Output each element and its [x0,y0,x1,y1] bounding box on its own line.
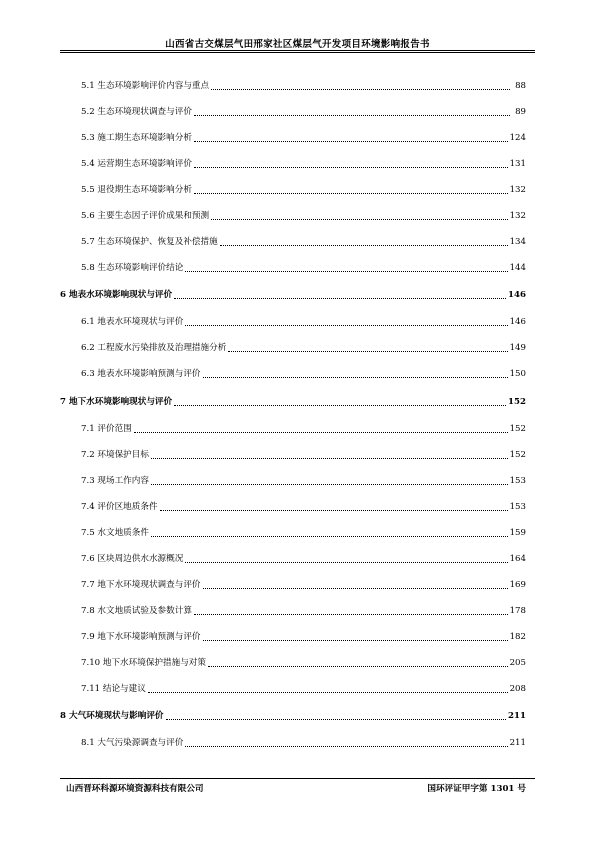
toc-entry[interactable] [60,447,526,461]
toc-entry-title: 6 地表水环境影响现状与评价 [60,290,173,300]
footer-company: 山西晋环科源环境资源科技有限公司 [66,784,204,794]
toc-leader-dots [194,613,508,615]
toc-entry-title: 6.1 地表水环境现状与评价 [81,317,184,327]
toc-leader-dots [134,431,508,433]
toc-entry-title: 7.10 地下水环境保护措施与对策 [81,658,206,668]
toc-entry[interactable] [60,551,526,565]
toc-entry[interactable] [60,314,526,328]
toc-entry[interactable] [60,421,526,435]
toc-entry-page: 152 [509,450,526,460]
toc-entry[interactable] [60,208,526,222]
toc-leader-dots [185,745,507,747]
toc-entry-title: 5.2 生态环境现状调查与评价 [81,107,192,117]
toc-entry-page: 153 [509,476,526,486]
toc-entry-title: 5.7 生态环境保护、恢复及补偿措施 [81,237,218,247]
toc-entry[interactable] [60,104,526,118]
toc-entry[interactable] [60,655,526,669]
toc-entry[interactable] [60,681,526,695]
toc-entry-page: 144 [509,263,526,273]
toc-entry-page: 88 [515,81,526,91]
toc-entry-title: 6.3 地表水环境影响预测与评价 [81,369,201,379]
toc-entry-title: 5.6 主要生态因子评价成果和预测 [81,211,210,221]
toc-entry-title: 7.6 区块周边供水水源概况 [81,554,184,564]
toc-leader-dots [228,350,507,352]
toc-entry[interactable] [60,130,526,144]
toc-entry-page: 169 [509,580,526,590]
toc-leader-dots [151,535,508,537]
toc-entry-title: 5.8 生态环境影响评价结论 [81,263,184,273]
toc-leader-dots [203,587,508,589]
toc-entry-page: 89 [515,107,526,117]
toc-entry[interactable] [60,629,526,643]
toc-entry-page: 153 [509,502,526,512]
toc-leader-dots [174,404,506,406]
toc-leader-dots [194,166,508,168]
toc-entry-page: 146 [509,317,526,327]
toc-entry-title: 7.8 水文地质试验及参数计算 [81,606,192,616]
toc-entry-title: 8.1 大气污染源调查与评价 [81,738,184,748]
toc-entry-page: 146 [508,290,526,300]
toc-entry-title: 7 地下水环境影响现状与评价 [60,397,173,407]
toc-entry-page: 124 [509,133,526,143]
toc-entry[interactable] [60,260,526,274]
toc-entry[interactable] [60,708,526,722]
toc-entry-page: 164 [509,554,526,564]
toc-entry-page: 205 [509,658,526,668]
toc-entry-page: 178 [509,606,526,616]
toc-entry-page: 211 [508,711,526,721]
toc-entry-page: 159 [509,528,526,538]
toc-entry[interactable] [60,577,526,591]
toc-entry-title: 7.9 地下水环境影响预测与评价 [81,632,201,642]
toc-entry-page: 149 [509,343,526,353]
toc-entry-title: 7.2 环境保护目标 [81,450,149,460]
toc-entry-page: 132 [509,211,526,221]
toc-entry-page: 131 [509,159,526,169]
page-header-title: 山西省古交煤层气田邢家社区煤层气开发项目环境影响报告书 [165,39,430,50]
toc-entry-title: 7.11 结论与建议 [81,684,146,694]
toc-leader-dots [160,509,508,511]
toc-entry[interactable] [60,234,526,248]
toc-entry[interactable] [60,287,526,301]
toc-entry[interactable] [60,78,526,92]
toc-leader-dots [211,218,507,220]
toc-leader-dots [203,639,508,641]
toc-leader-dots [185,561,507,563]
toc-entry-title: 6.2 工程废水污染排放及治理措施分析 [81,343,227,353]
toc-entry[interactable] [60,499,526,513]
toc-entry-page: 134 [509,237,526,247]
toc-entry-title: 5.1 生态环境影响评价内容与重点 [81,81,210,91]
toc-leader-dots [194,140,508,142]
toc-entry-title: 8 大气环境现状与影响评价 [60,711,164,721]
toc-entry[interactable] [60,182,526,196]
toc-leader-dots [148,691,508,693]
toc-leader-dots [194,114,510,116]
toc-leader-dots [211,88,510,90]
toc-entry-title: 5.4 运营期生态环境影响评价 [81,159,192,169]
toc-leader-dots [203,376,508,378]
toc-entry[interactable] [60,735,526,749]
toc-entry-title: 7.3 现场工作内容 [81,476,149,486]
toc-entry[interactable] [60,525,526,539]
toc-entry-title: 7.4 评价区地质条件 [81,502,158,512]
toc-entry-title: 5.5 退役期生态环境影响分析 [81,185,192,195]
page-footer [66,782,526,796]
toc-entry-title: 7.7 地下水环境现状调查与评价 [81,580,201,590]
toc-entry[interactable] [60,156,526,170]
toc-entry-page: 211 [509,738,526,748]
toc-entry-page: 152 [509,424,526,434]
toc-entry-title: 7.5 水文地质条件 [81,528,149,538]
toc-entry-page: 182 [509,632,526,642]
toc-entry[interactable] [60,394,526,408]
toc-leader-dots [194,192,508,194]
toc-entry[interactable] [60,340,526,354]
header-rule-second [60,52,535,53]
footer-certificate: 国环评证甲字第 1301 号 [427,784,526,794]
footer-rule [60,778,535,779]
toc-leader-dots [151,483,508,485]
toc-entry[interactable] [60,473,526,487]
toc-entry[interactable] [60,603,526,617]
toc-leader-dots [185,270,507,272]
toc-leader-dots [166,718,507,720]
toc-entry-title: 5.3 施工期生态环境影响分析 [81,133,192,143]
toc-entry-page: 208 [509,684,526,694]
toc-leader-dots [220,244,508,246]
toc-entry-page: 150 [509,369,526,379]
toc-entry-page: 132 [509,185,526,195]
toc-leader-dots [151,457,508,459]
toc-leader-dots [174,297,506,299]
toc-entry-title: 7.1 评价范围 [81,424,132,434]
toc-leader-dots [185,324,507,326]
toc-entry-page: 152 [508,397,526,407]
toc-leader-dots [208,665,508,667]
toc-entry[interactable] [60,366,526,380]
header-rule [60,50,535,51]
